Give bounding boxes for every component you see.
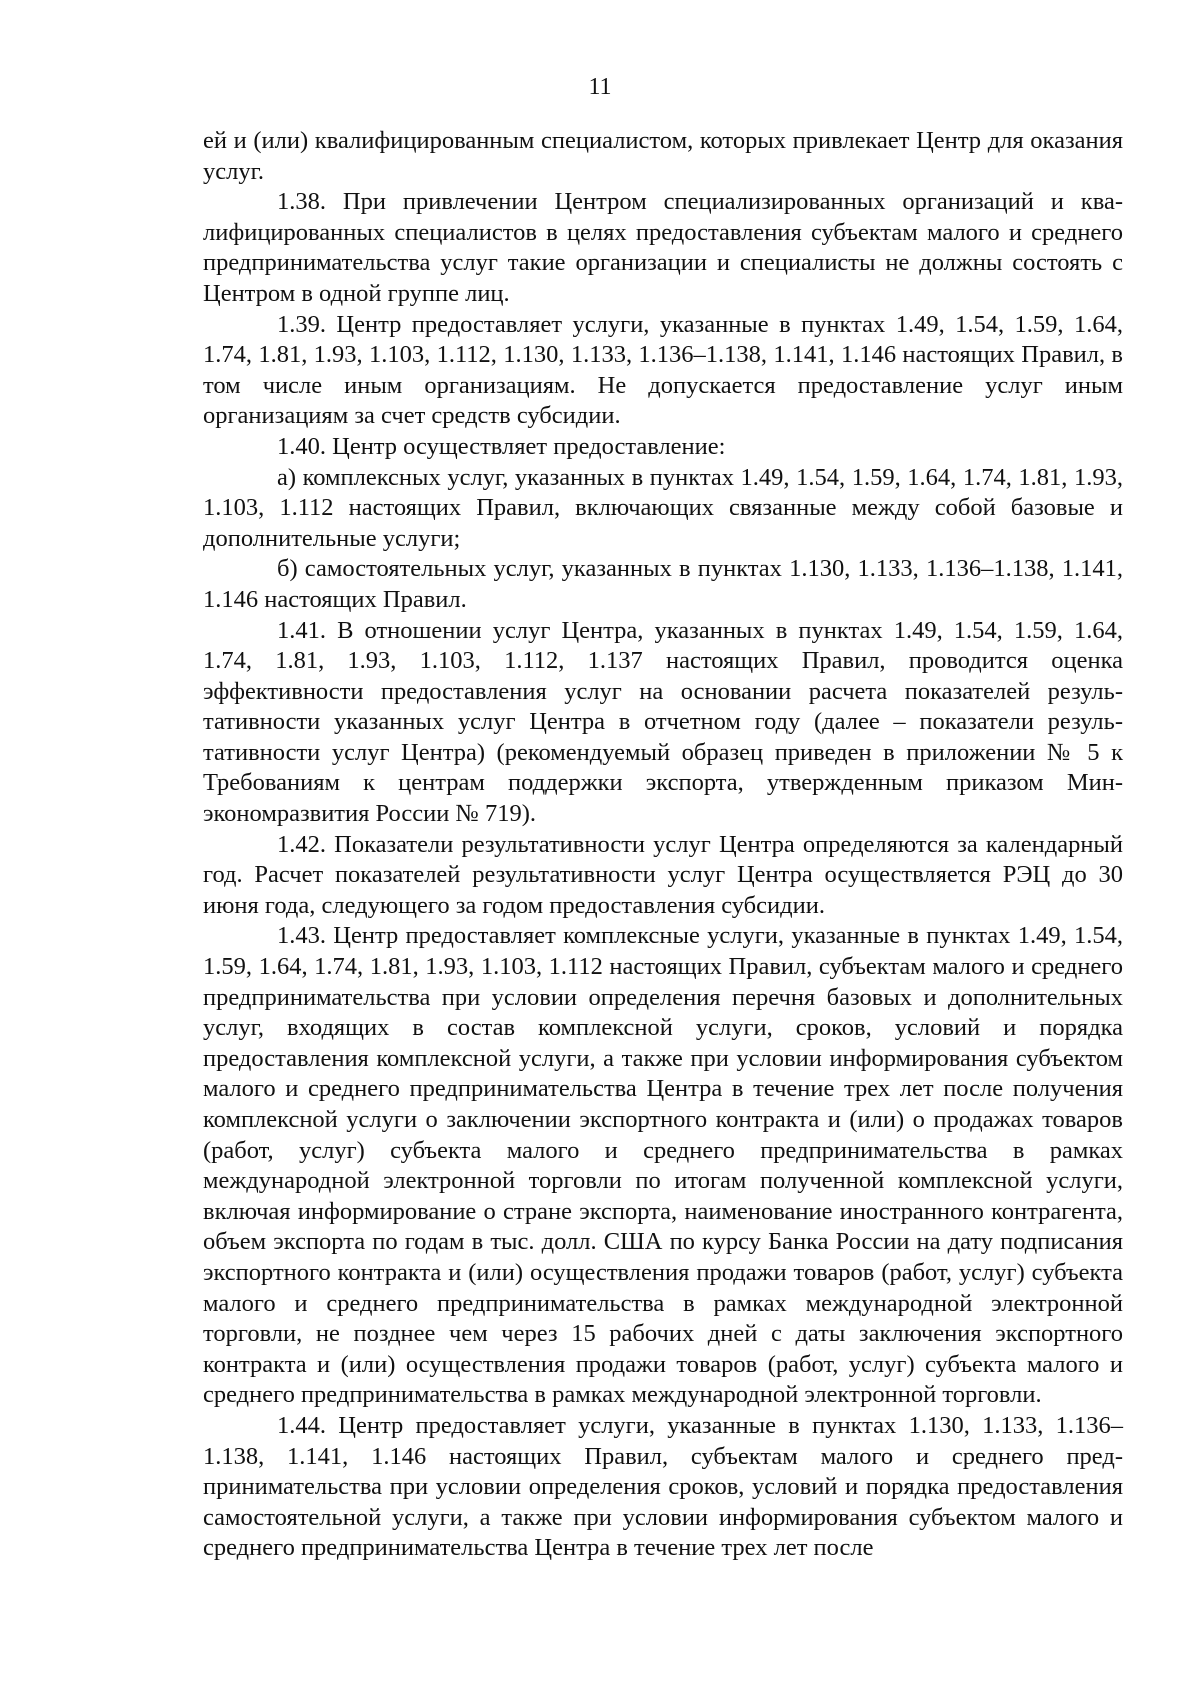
paragraph-1-40: 1.40. Центр осуществляет предоставление: (277, 432, 726, 460)
paragraph-1-44: 1.44. Центр предоставляет услуги, указанные в пунктах 1.130, 1.133, 1.136–1.138, 1.141, 1.146 настоящих Правил, субъектам малого и среднего предпринимательства при условии определения сроков, условий и порядка предоставления самостоятельной услуги, а также при условии информирования субъектом малого и среднего предпринимательства Центра в течение трех лет после (203, 1411, 1123, 1562)
paragraph-1-41: 1.41. В отношении услуг Центра, указанных в пунктах 1.49, 1.54, 1.59, 1.64, 1.74, 1.81, 1.93, 1.103, 1.112, 1.137 настоящих Правил, проводится оценка эффективности предоставления услуг на основании расчета показателей результативности указанных услуг Центра в отчетном году (далее – показатели результативности услуг Центра) (рекомендуемый образец приведен в приложении № 5 к Требованиям к центрам поддержки экспорта, утвержденным приказом Минэкономразвития России № 719). (203, 616, 1123, 828)
page-number: 11 (588, 74, 612, 100)
paragraph-continuation: ей и (или) квалифицированным специалистом, которых привлекает Центр для оказания услуг. (203, 127, 1123, 185)
paragraph-1-40-a: а) комплексных услуг, указанных в пунктах 1.49, 1.54, 1.59, 1.64, 1.74, 1.81, 1.93, 1.103, 1.112 настоящих Правил, включающих связанные между собой базовые и дополнительные услуги; (203, 463, 1123, 552)
paragraph-1-43: 1.43. Центр предоставляет комплексные услуги, указанные в пунктах 1.49, 1.54, 1.59, 1.64, 1.74, 1.81, 1.93, 1.103, 1.112 настоящих Правил, субъектам малого и среднего предпринимательства при условии определения перечня базовых и дополнительных услуг, входящих в состав комплексной услуги, сроков, условий и порядка предоставления комплексной услуги, а также при условии информирования субъектом малого и среднего предпринимательства Центра в течение трех лет после получения комплексной услуги о заключении экспортного контракта и (или) о продажах товаров (работ, услуг) субъекта малого и среднего предпринимательства в рамках международной электронной торговли по итогам полученной комплексной услуги, включая информирование о стране экспорта, наименование иностранного контрагента, объем экспорта по годам в тыс. долл. США по курсу Банка России на дату подписания экспортного контракта и (или) осуществления продажи товаров (работ, услуг) субъекта малого и среднего предпринимательства в рамках международной электронной торговли, не позднее чем через 15 рабочих дней с даты заключения экспортного контракта и (или) осуществления продажи товаров (работ, услуг) субъекта малого и среднего предпринимательства в рамках международной электронной торговли. (203, 922, 1123, 1409)
paragraph-1-38: 1.38. При привлечении Центром специализированных организаций и квалифицированных специалистов в целях предоставления субъектам малого и среднего предпринимательства услуг такие организации и специалисты не должны состоять с Центром в одной группе лиц. (203, 188, 1123, 307)
paragraph-1-42: 1.42. Показатели результативности услуг Центра определяются за календарный год. Расчет показателей результативности услуг Центра осуществляется РЭЦ до 30 июня года, следующего за годом предоставления субсидии. (203, 830, 1123, 919)
paragraph-1-40-b: б) самостоятельных услуг, указанных в пунктах 1.130, 1.133, 1.136–1.138, 1.141, 1.146 настоящих Правил. (203, 555, 1123, 613)
document-body (203, 126, 1123, 1564)
paragraph-1-39: 1.39. Центр предоставляет услуги, указанные в пунктах 1.49, 1.54, 1.59, 1.64, 1.74, 1.81, 1.93, 1.103, 1.112, 1.130, 1.133, 1.136–1.138, 1.141, 1.146 настоящих Правил, в том числе иным организациям. Не допускается предоставление услуг иным организациям за счет средств субсидии. (203, 310, 1123, 430)
